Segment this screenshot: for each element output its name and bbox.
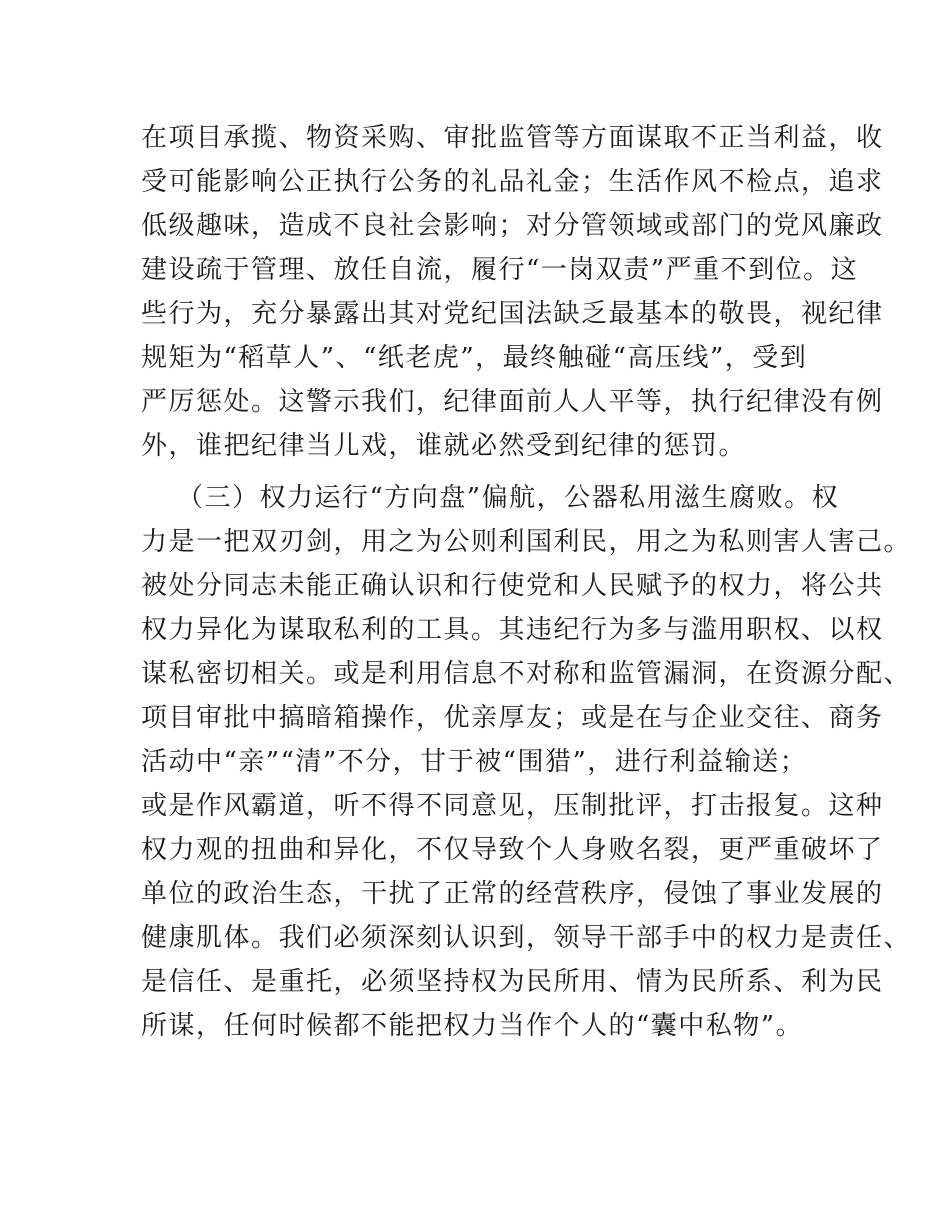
text-line: 是信任、是重托，必须坚持权为民所用、情为民所系、利为民 [141, 967, 884, 997]
text-line: 严厉惩处。这警示我们，纪律面前人人平等，执行纪律没有例 [141, 387, 884, 417]
document-body [141, 116, 912, 1048]
text-line: 活动中“亲”“清”不分，甘于被“围猎”，进行利益输送； [141, 747, 808, 777]
text-line: 外，谁把纪律当儿戏，谁就必然受到纪律的惩罚。 [141, 431, 747, 461]
paragraph-gap [141, 468, 821, 476]
section-heading-line: （三）权力运行“方向盘”偏航，公器私用滋生腐败。权 [177, 483, 840, 513]
text-line: 建设疏于管理、放任自流，履行“一岗双责”严重不到位。这 [141, 255, 859, 285]
text-line: 健康肌体。我们必须深刻认识到，领导干部手中的权力是责任、 [141, 923, 912, 953]
text-line: 在项目承揽、物资采购、审批监管等方面谋取不正当利益，收 [141, 123, 884, 153]
text-line: 权力观的扭曲和异化，不仅导致个人身败名裂，更严重破坏了 [141, 835, 884, 865]
text-line: 些行为，充分暴露出其对党纪国法缺乏最基本的敬畏，视纪律 [141, 299, 884, 329]
text-line: 力是一把双刃剑，用之为公则利国利民，用之为私则害人害己。 [141, 527, 912, 557]
text-line: 谋私密切相关。或是利用信息不对称和监管漏洞，在资源分配、 [141, 659, 912, 689]
text-line: 或是作风霸道，听不得不同意见，压制批评，打击报复。这种 [141, 791, 884, 821]
paragraph-1 [141, 116, 884, 468]
text-line: 单位的政治生态，干扰了正常的经营秩序，侵蚀了事业发展的 [141, 879, 884, 909]
text-line: 受可能影响公正执行公务的礼品礼金；生活作风不检点，追求 [141, 167, 884, 197]
text-line: 被处分同志未能正确认识和行使党和人民赋予的权力，将公共 [141, 571, 884, 601]
text-line: 规矩为“稻草人”、“纸老虎”，最终触碰“高压线”，受到 [141, 343, 808, 373]
text-line: 权力异化为谋取私利的工具。其违纪行为多与滥用职权、以权 [141, 615, 884, 645]
text-line: 所谋，任何时候都不能把权力当作个人的“囊中私物”。 [141, 1011, 804, 1041]
paragraph-2 [141, 476, 912, 1048]
text-line: 低级趣味，造成不良社会影响；对分管领域或部门的党风廉政 [141, 211, 884, 241]
text-line: 项目审批中搞暗箱操作，优亲厚友；或是在与企业交往、商务 [141, 703, 884, 733]
